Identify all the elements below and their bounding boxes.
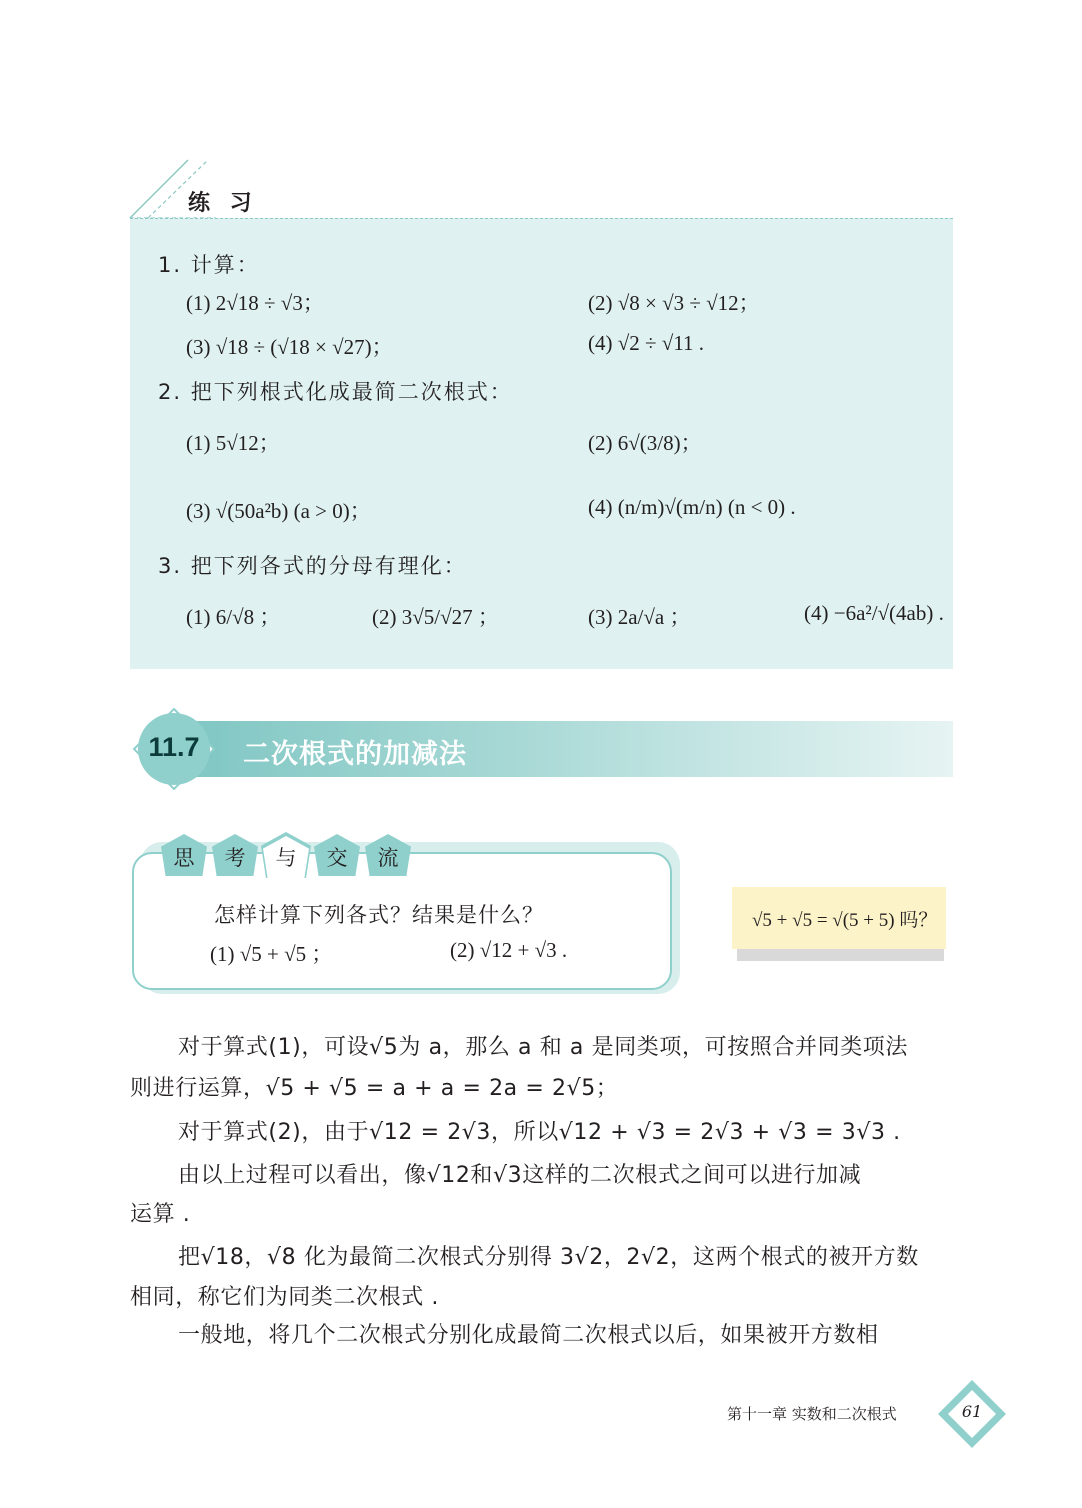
body-line-5: 运算 . — [130, 1202, 191, 1227]
think-item-2: (2) √12 + √3 . — [450, 938, 568, 962]
think-question: 怎样计算下列各式？结果是什么？ — [214, 903, 544, 927]
practice-q1-item-3: (3) √18 ÷ (√18 × √27)； — [186, 335, 393, 359]
think-char-4: 交 — [326, 846, 348, 870]
practice-q2-item-1: (1) 5√12； — [186, 431, 280, 455]
sticky-note-text: √5 + √5 = √(5 + 5) 吗？ — [752, 910, 938, 931]
think-char-3: 与 — [275, 846, 297, 870]
body-line-4: 由以上过程可以看出，像√12和√3这样的二次根式之间可以进行加减 — [178, 1163, 862, 1188]
body-line-8: 一般地，将几个二次根式分别化成最简二次根式以后，如果被开方数相 — [178, 1323, 879, 1348]
practice-q2-head: 2. 把下列根式化成最简二次根式： — [158, 380, 513, 404]
body-line-7: 相同，称它们为同类二次根式 . — [130, 1285, 439, 1310]
practice-q2-item-3: (3) √(50a²b) (a > 0)； — [186, 499, 371, 523]
practice-q3-item-2: (2) 3√5/√27 ； — [372, 605, 499, 629]
section-number: 11.7 — [148, 732, 200, 762]
practice-q1-head: 1. 计算： — [158, 253, 260, 277]
practice-q3-head: 3. 把下列各式的分母有理化： — [158, 554, 467, 578]
practice-q1-item-2: (2) √8 × √3 ÷ √12； — [588, 291, 760, 315]
think-item-1: (1) √5 + √5 ； — [210, 942, 333, 966]
body-line-3: 对于算式(2)，由于√12 = 2√3，所以√12 + √3 = 2√3 + √3 = 3√3 . — [178, 1120, 901, 1145]
practice-q2-item-2: (2) 6√(3/8)； — [588, 431, 702, 455]
practice-q2-item-4: (4) (n/m)√(m/n) (n < 0) . — [588, 495, 796, 519]
body-line-6: 把√18，√8 化为最简二次根式分别得 3√2，2√2，这两个根式的被开方数 — [178, 1245, 919, 1270]
think-char-1: 思 — [173, 846, 195, 870]
section-title: 二次根式的加减法 — [243, 739, 467, 770]
think-char-5: 流 — [377, 846, 399, 870]
footer-chapter: 第十一章 实数和二次根式 — [727, 1405, 897, 1423]
practice-q3-item-4: (4) −6a²/√(4ab) . — [804, 601, 944, 625]
practice-title: 练 习 — [188, 191, 258, 216]
body-line-2: 则进行运算，√5 + √5 = a + a = 2a = 2√5； — [130, 1076, 619, 1101]
practice-q3-item-1: (1) 6/√8 ； — [186, 605, 281, 629]
think-char-2: 考 — [224, 846, 246, 870]
practice-q3-item-3: (3) 2a/√a ； — [588, 605, 691, 629]
practice-q1-item-4: (4) √2 ÷ √11 . — [588, 331, 705, 355]
page-number: 61 — [961, 1402, 983, 1421]
body-line-1: 对于算式(1)，可设√5为 a，那么 a 和 a 是同类项，可按照合并同类项法 — [178, 1035, 908, 1060]
practice-q1-item-1: (1) 2√18 ÷ √3； — [186, 291, 324, 315]
